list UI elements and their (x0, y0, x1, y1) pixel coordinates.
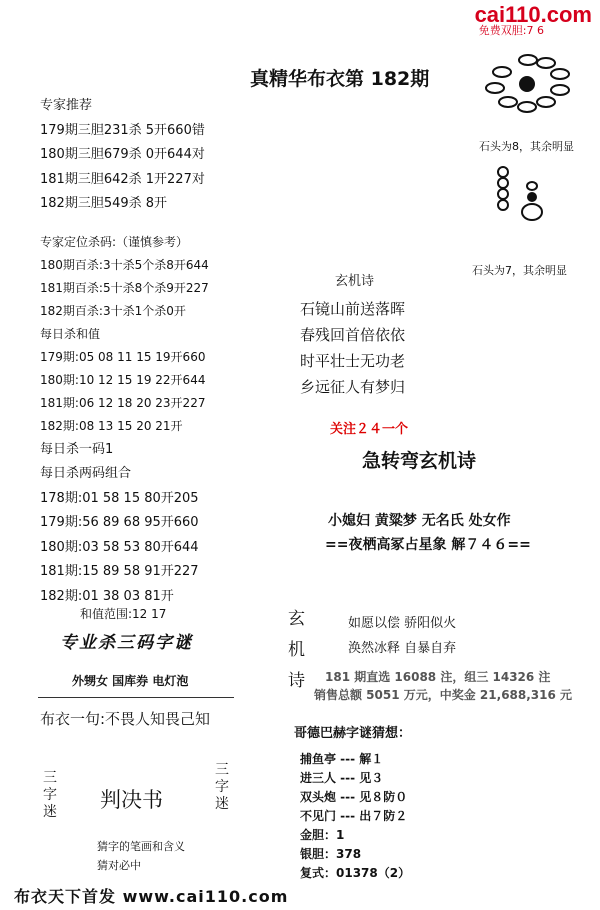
divider (38, 697, 234, 698)
lottery-stat-1: 181 期直选 16088 注，组三 14326 注 (325, 670, 551, 684)
xuan-line: 涣然冰释 自暴自弃 (348, 641, 457, 656)
riddle-line-1: 小媳妇 黄粱梦 无名氏 处女作 (328, 513, 511, 529)
daily-sum-item: 179期:05 08 11 15 19开660 (40, 349, 206, 364)
goldbach-item: 不见门 --- 出７防２ (300, 809, 408, 823)
two-combo-item: 182期:01 38 03 81开 (40, 588, 174, 604)
goldbach-item: 金胆：1 (300, 828, 345, 842)
two-combo-item: 180期:03 58 53 80开644 (40, 539, 199, 555)
stone-caption-2: 石头为7，其余明显 (472, 264, 567, 277)
position-kill-item: 182期百杀:3十杀1个杀0开 (40, 303, 186, 318)
daily-sum-item: 181期:06 12 18 20 23开227 (40, 395, 206, 410)
poem-line: 石镜山前送落晖 (300, 300, 406, 318)
daily-sum-item: 182期:08 13 15 20 21开 (40, 418, 183, 433)
xuan-ji-shi-vertical (288, 604, 305, 697)
goldbach-item: 捕鱼亭 --- 解１ (300, 752, 384, 766)
stone-puzzle-1-icon (480, 50, 580, 122)
daily-sum-item: 180期:10 12 15 19 22开644 (40, 372, 206, 387)
two-combo-item: 179期:56 89 68 95开660 (40, 515, 199, 530)
experts-heading: 专家推荐 (40, 98, 93, 113)
daily-sum-heading: 每日杀和值 (40, 326, 101, 341)
two-combo-heading: 每日杀两码组合 (40, 466, 132, 481)
xuan-line: 如愿以偿 骄阳似火 (348, 616, 457, 631)
goldbach-item: 复式：01378（2） (300, 866, 411, 880)
focus-note: 关注２４一个 (330, 422, 409, 437)
guess-right: 猜对必中 (97, 859, 141, 872)
experts-item: 182期三胆549杀 8开 (40, 196, 168, 211)
page-title: 真精华布衣第 182期 (250, 68, 430, 90)
sum-range: 和值范围:12 17 (80, 607, 167, 621)
site-logo[interactable]: cai110.com (474, 2, 592, 27)
free-tip: 免费双胆:7 6 (478, 24, 544, 37)
position-kill-item: 181期百杀:5十杀8个杀9开227 (40, 280, 209, 295)
goldbach-title: 哥德巴赫字谜猜想： (294, 726, 412, 741)
position-kill-item: 180期百杀:3十杀5个杀8开644 (40, 257, 209, 272)
san-zi-mi-left: 三字迷 (43, 770, 57, 820)
stone-caption-1: 石头为8，其余明显 (479, 140, 574, 153)
poem-line: 乡远征人有梦归 (300, 378, 406, 396)
riddle-poem-title: 急转弯玄机诗 (362, 450, 477, 472)
judgment: 判决书 (100, 788, 163, 812)
goldbach-list (300, 750, 410, 883)
goldbach-item: 银胆：378 (300, 847, 362, 861)
left-column (40, 94, 209, 609)
buyi-line: 布衣一句:不畏人知畏己知 (40, 710, 211, 728)
poem-body (300, 296, 405, 400)
poem-line: 春残回首倍依依 (300, 326, 406, 344)
riddle-line-2: ==夜栖高冢占星象 解７４６== (325, 537, 531, 553)
san-zi-mi-right: 三字迷 (215, 762, 229, 812)
xuan-char: 诗 (288, 671, 305, 691)
lottery-stat-2: 销售总额 5051 万元，中奖金 21,688,316 元 (314, 688, 573, 702)
guess-hint: 猜字的笔画和含义 (97, 840, 185, 853)
two-combo-item: 181期:15 89 58 91开227 (40, 564, 199, 579)
footer-link[interactable]: 布衣天下首发 www.cai110.com (14, 887, 289, 906)
poem-title: 玄机诗 (335, 274, 375, 289)
goldbach-item: 双头炮 --- 见８防０ (300, 790, 408, 804)
xuan-char: 机 (288, 640, 305, 660)
goldbach-item: 进三人 --- 见３ (300, 771, 384, 785)
kill-riddle-title: 专业杀三码字谜 (60, 633, 193, 653)
experts-item: 180期三胆679杀 0开644对 (40, 147, 205, 162)
xuan-char: 玄 (288, 609, 305, 629)
daily-one: 每日杀一码1 (40, 441, 114, 457)
experts-item: 179期三胆231杀 5开660错 (40, 122, 205, 138)
stone-puzzle-2-icon (490, 164, 560, 224)
position-kill-heading: 专家定位杀码:（谨慎参考） (40, 234, 189, 249)
experts-item: 181期三胆642杀 1开227对 (40, 171, 205, 187)
poem-line: 时平壮士无功老 (300, 352, 406, 370)
kill-riddle-answer: 外甥女 国库券 电灯泡 (72, 674, 189, 688)
two-combo-item: 178期:01 58 15 80开205 (40, 490, 199, 506)
